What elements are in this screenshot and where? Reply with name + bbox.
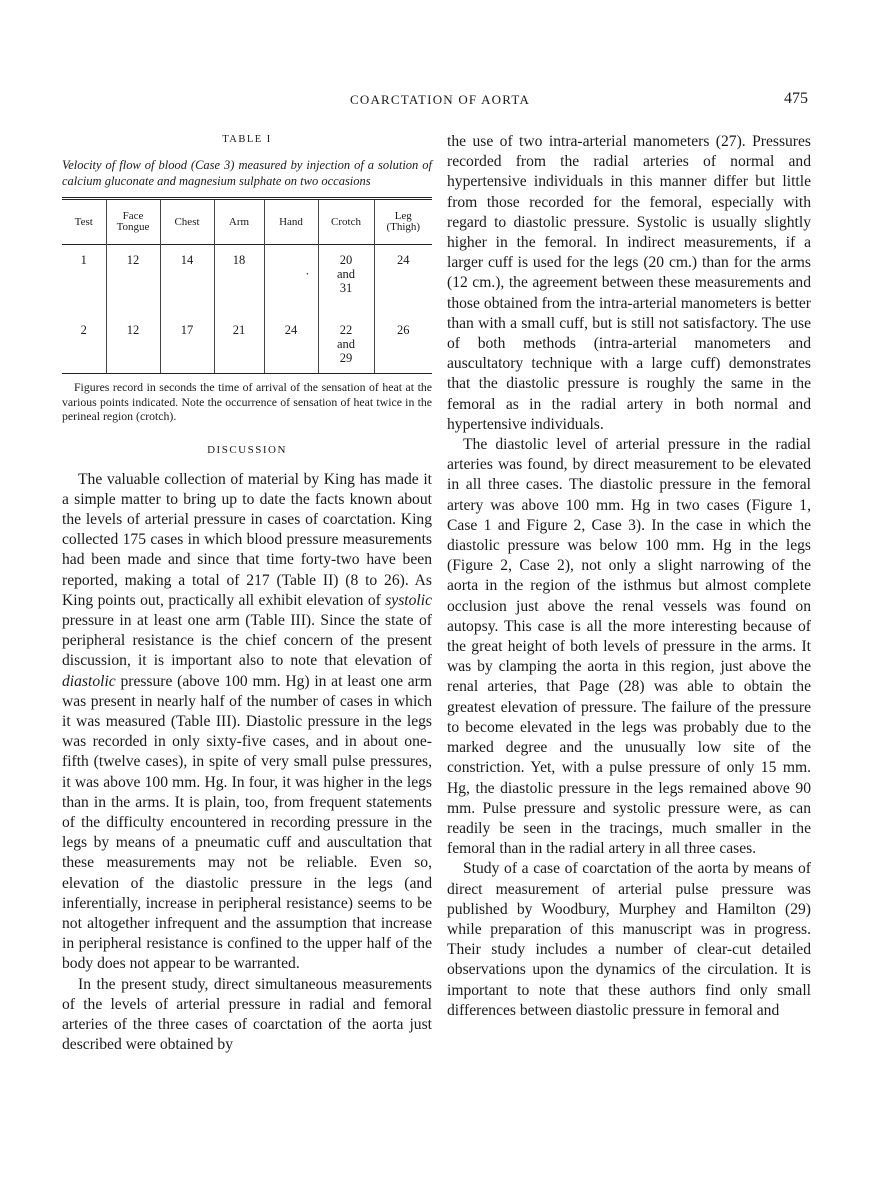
table-cell: 12 [106,315,160,374]
table-cell: 12 [106,245,160,316]
col-arm-label: Arm [228,215,250,228]
table-cell: 1 [62,245,106,316]
table-header-row [62,199,432,245]
table-cell: 14 [160,245,214,316]
col-crotch-label: Crotch [331,215,361,228]
col-crotch [318,199,374,245]
page-header [0,92,880,114]
paragraph-2: In the present study, direct simultaneous measurements of the levels of arterial pressure in radial and femoral arteries of the three cases of coarctation of the aorta just described were obtained by [62,975,432,1054]
col-chest [160,199,214,245]
table-cell: · [264,245,318,316]
col-arm [214,199,264,245]
table-cell: 21 [214,315,264,374]
col-test-label: Test [74,215,93,228]
table-footnote: Figures record in seconds the time of arrival of the sensation of heat at the various points indicated. Note the occurrence of sensation of heat twice in the perineal region (crotch). [62,380,432,423]
col-face-tongue [106,199,160,245]
velocity-table [62,197,432,374]
table-cell: 17 [160,315,214,374]
table-cell: 22 and 29 [318,315,374,374]
table-cell: 24 [264,315,318,374]
right-column [447,132,811,1021]
table-label: TABLE I [222,134,272,145]
col-face-tongue-label: Face Tongue [116,210,150,233]
paragraph-1: The valuable collection of material by King has made it a simple matter to bring up to date the facts known about the levels of arterial pressure in cases of coarctation. King collected 175 cases in which blood pressure measurements had been made and since that time forty-two have been reported, making a total of 217 (Table II) (8 to 26). As King points out, practically all exhibit elevation of systolic pressure in at least one arm (Table III). Since the state of peripheral resistance is the chief concern of the present discussion, it is important also to note that elevation of diastolic pressure (above 100 mm. Hg) in at least one arm was present in nearly half of the number of cases in which it was measured (Table III). Diastolic pressure in the legs was recorded in only sixty-five cases, and in about one-fifth (twelve cases), in spite of very small pulse pressures, it was above 100 mm. Hg. In four, it was higher in the legs than in the arms. It is plain, too, from frequent statements of the difficulty encountered in recording pressure in the legs by means of a pneumatic cuff and auscultation that these measurements may not be reliable. Even so, elevation of the diastolic pressure in the legs (and inferentially, increase in peripheral resistance) seems to be not altogether infrequent and the assumption that increase in peripheral resistance is confined to the upper half of the body does not appear to be warranted. [62,470,432,973]
table-body [62,245,432,374]
table-row [62,245,432,316]
col-hand-label: Hand [279,215,303,228]
paragraph-3: the use of two intra-arterial manometers (27). Pressures recorded from the radial arteries of normal and hypertensive individuals in this manner differ but little from those recorded for the femoral, especially with regard to diastolic pressure. Systolic is usually slightly higher in the femoral. In indirect measurements, if a larger cuff is used for the legs (20 cm.) than for the arms (12 cm.), the agreement between these measurements and those obtained from the intra-arterial manometers is better than with a small cuff, but is still not satisfactory. The use of both methods (intra-arterial manometers and auscultatory technique with a large cuff) demonstrates that the diastolic pressure is roughly the same in the femoral as in the radial artery in both normal and hypertensive individuals. [447,133,811,433]
running-title: COARCTATION OF AORTA [350,92,531,107]
table-row [62,315,432,374]
col-chest-label: Chest [174,215,200,228]
table-caption: Velocity of flow of blood (Case 3) measured by injection of a solution of calcium gluconate and magnesium sulphate on two occasions [62,158,432,188]
table-cell: 26 [374,315,432,374]
section-heading: DISCUSSION [207,443,287,456]
col-leg-thigh [374,199,432,245]
left-column [62,132,432,1055]
paragraph-4: The diastolic level of arterial pressure in the radial arteries was found, by direct measurement to be elevated in all three cases. The diastolic pressure in the femoral artery was above 100 mm. Hg in two cases (Figure 1, Case 1 and Figure 2, Case 3). In the case in which the diastolic pressure was below 100 mm. Hg in the legs (Figure 2, Case 2), not only a slight narrowing of the aorta in the region of the isthmus but almost complete occlusion just above the renal vessels was found on autopsy. This case is all the more interesting because of the great height of both levels of pressure in the arms. It was by clamping the aorta in this region, just above the renal arteries, that Page (28) was able to obtain the greatest elevation of pressure. The failure of the pressure to become elevated in the legs was probably due to the marked degree and the unusually low site of the constriction. Yet, with a pulse pressure of only 15 mm. Hg, the diastolic pressure in the legs remained above 90 mm. Pulse pressure and systolic pressure were, as can readily be seen in the tracings, much smaller in the femoral than in the radial artery in all three cases. [447,436,811,858]
table-cell: 20 and 31 [318,245,374,316]
table-cell: 18 [214,245,264,316]
col-leg-thigh-label: Leg (Thigh) [386,210,421,233]
paragraph-5: Study of a case of coarctation of the aorta by means of direct measurement of arterial pulse pressure was published by Woodbury, Murphey and Hamilton (29) while preparation of this manuscript was in progress. Their study includes a number of clear-cut detailed observations upon the dynamics of the circulation. It is important to note that these authors find only small differences between diastolic pressure in femoral and [447,860,811,1019]
page-number: 475 [784,90,808,107]
table-cell: 24 [397,253,410,267]
col-test [62,199,106,245]
table-cell: 2 [62,315,106,374]
col-hand [264,199,318,245]
